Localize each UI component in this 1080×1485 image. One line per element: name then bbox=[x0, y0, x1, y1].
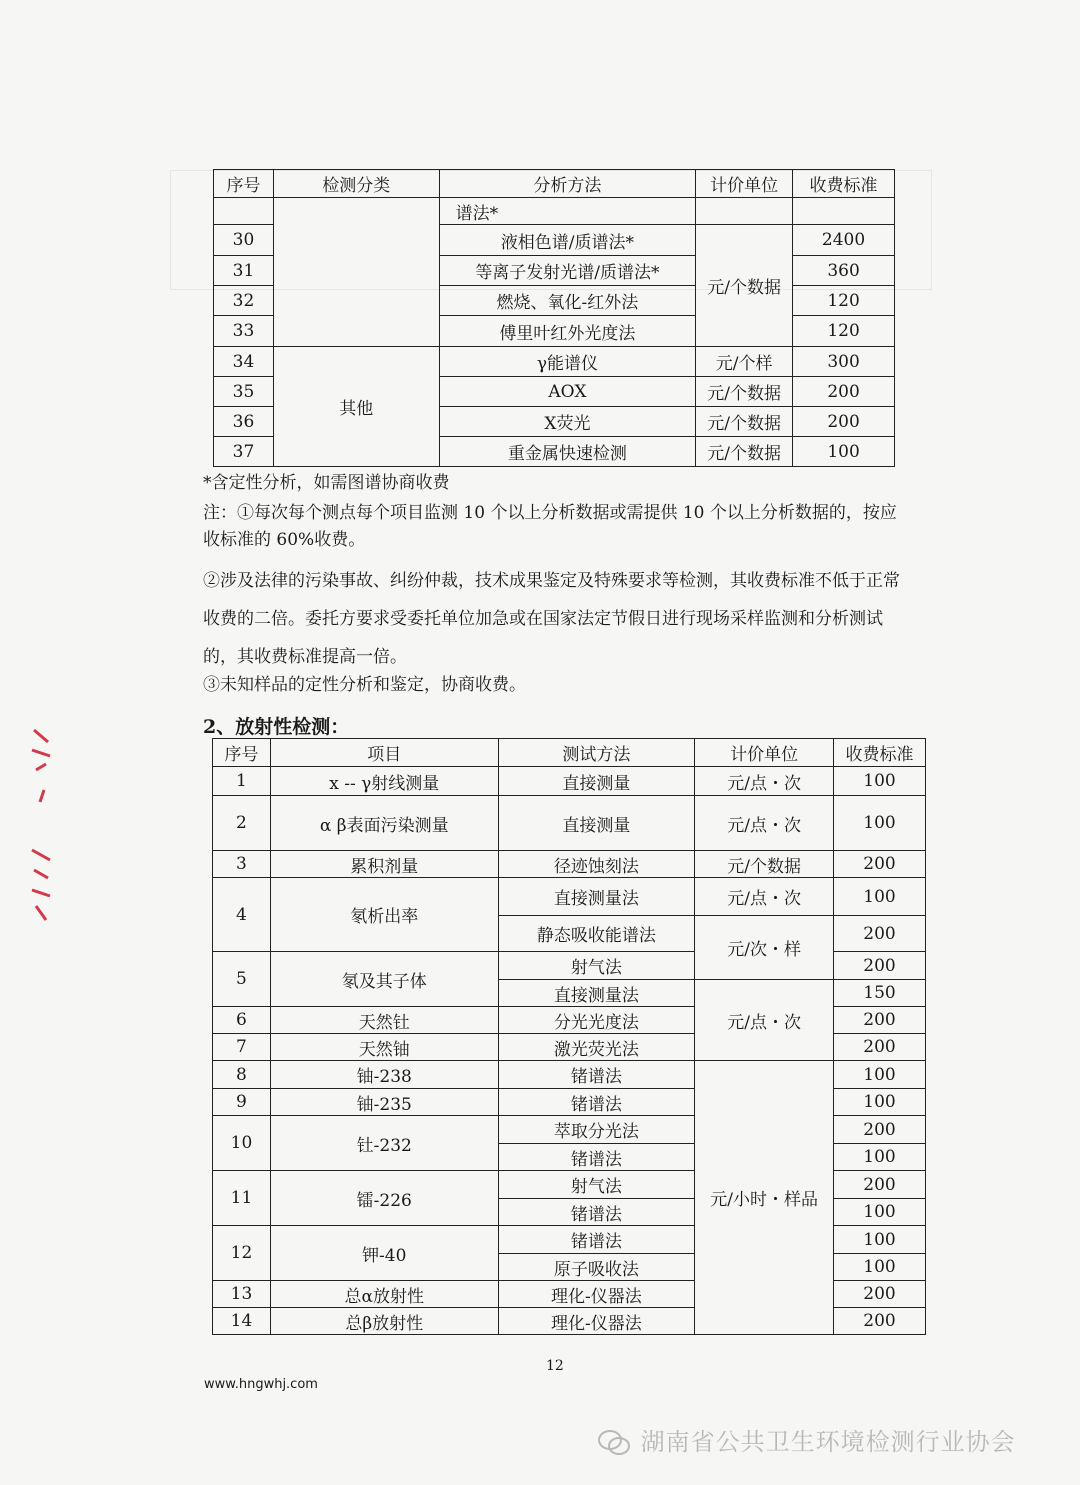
table-row: 37 重金属快速检测 元/个数据 100 bbox=[214, 437, 895, 467]
watermark-text: 湖南省公共卫生环境检测行业协会 bbox=[640, 1428, 1016, 1456]
table-row: 33 傅里叶红外光度法 120 bbox=[214, 316, 895, 347]
header-cell: 序号 bbox=[214, 170, 274, 198]
table-row: 7 天然铀 激光荧光法 200 bbox=[213, 1034, 926, 1061]
method-cell: 谱法* bbox=[439, 198, 696, 225]
header-cell: 计价单位 bbox=[696, 170, 793, 198]
unit-cell: 元/次・样 bbox=[695, 916, 834, 980]
table-row: 锗谱法 100 bbox=[213, 1199, 926, 1226]
table-row: 31 等离子发射光谱/质谱法* 360 bbox=[214, 256, 895, 286]
header-cell: 计价单位 bbox=[695, 739, 834, 767]
header-cell: 收费标准 bbox=[793, 170, 895, 198]
chemical-fee-table bbox=[213, 169, 895, 467]
table-row: 1 x -- γ射线测量 直接测量 元/点・次 100 bbox=[213, 767, 926, 796]
header-cell: 项目 bbox=[270, 739, 498, 767]
table-row: 9 铀-235 锗谱法 100 bbox=[213, 1089, 926, 1116]
table-row: 13 总α放射性 理化-仪器法 200 bbox=[213, 1281, 926, 1308]
table-row: 35 AOX 元/个数据 200 bbox=[214, 377, 895, 407]
table-row bbox=[214, 198, 895, 225]
header-cell: 分析方法 bbox=[439, 170, 696, 198]
table-row: 34 其他 γ能谱仪 元/个样 300 bbox=[214, 347, 895, 377]
header-cell: 测试方法 bbox=[498, 739, 695, 767]
table-row: 锗谱法 100 bbox=[213, 1144, 926, 1171]
note-3: ③未知样品的定性分析和鉴定，协商收费。 bbox=[203, 675, 526, 695]
table-row: 10 钍-232 萃取分光法 200 bbox=[213, 1116, 926, 1144]
table-header-row bbox=[214, 170, 895, 198]
watermark bbox=[596, 1422, 1016, 1458]
table-row: 11 镭-226 射气法 200 bbox=[213, 1171, 926, 1199]
header-cell: 序号 bbox=[213, 739, 271, 767]
table-row: 32 燃烧、氧化-红外法 120 bbox=[214, 286, 895, 316]
table-row: 14 总β放射性 理化-仪器法 200 bbox=[213, 1308, 926, 1335]
radioactivity-fee-table bbox=[212, 738, 926, 1335]
unit-cell: 元/点・次 bbox=[695, 980, 834, 1061]
header-cell: 检测分类 bbox=[273, 170, 439, 198]
red-stamp-mark bbox=[26, 720, 56, 930]
table-row: 2 α β表面污染测量 直接测量 元/点・次 100 bbox=[213, 796, 926, 851]
unit-cell: 元/小时・样品 bbox=[695, 1061, 834, 1335]
unit-cell: 元/个数据 bbox=[696, 225, 793, 347]
table-row: 5 氡及其子体 射气法 200 bbox=[213, 952, 926, 980]
table-row: 36 X荧光 元/个数据 200 bbox=[214, 407, 895, 437]
note-1: 注：①每次每个测点每个项目监测 10 个以上分析数据或需提供 10 个以上分析数据的，按应收标准的 60%收费。 bbox=[203, 503, 897, 550]
star-note: *含定性分析，如需图谱协商收费 bbox=[203, 473, 450, 493]
wechat-icon bbox=[596, 1428, 632, 1458]
table-row: 3 累积剂量 径迹蚀刻法 元/个数据 200 bbox=[213, 851, 926, 878]
table-row: 30 液相色谱/质谱法* 元/个数据 2400 bbox=[214, 225, 895, 256]
category-cell: 其他 bbox=[273, 347, 439, 467]
table-row: 直接测量法 元/点・次 150 bbox=[213, 980, 926, 1007]
header-cell: 收费标准 bbox=[834, 739, 926, 767]
category-cell bbox=[273, 198, 439, 347]
table-row: 8 铀-238 锗谱法 元/小时・样品 100 bbox=[213, 1061, 926, 1089]
table-row: 4 氡析出率 直接测量法 元/点・次 100 bbox=[213, 878, 926, 916]
section-heading: 2、放射性检测： bbox=[203, 716, 350, 738]
note-2: ②涉及法律的污染事故、纠纷仲裁，技术成果鉴定及特殊要求等检测，其收费标准不低于正常收费的二倍。委托方要求受委托单位加急或在国家法定节假日进行现场采样监测和分析测试的，其收费标准提高一倍。 bbox=[203, 571, 900, 667]
table-row: 静态吸收能谱法 元/次・样 200 bbox=[213, 916, 926, 952]
page-number: 12 bbox=[546, 1358, 564, 1374]
table-row: 原子吸收法 100 bbox=[213, 1254, 926, 1281]
table-row: 6 天然钍 分光光度法 200 bbox=[213, 1007, 926, 1034]
table-row: 12 钾-40 锗谱法 100 bbox=[213, 1226, 926, 1254]
table-header-row bbox=[213, 739, 926, 767]
footer-website: www.hngwhj.com bbox=[204, 1377, 318, 1392]
